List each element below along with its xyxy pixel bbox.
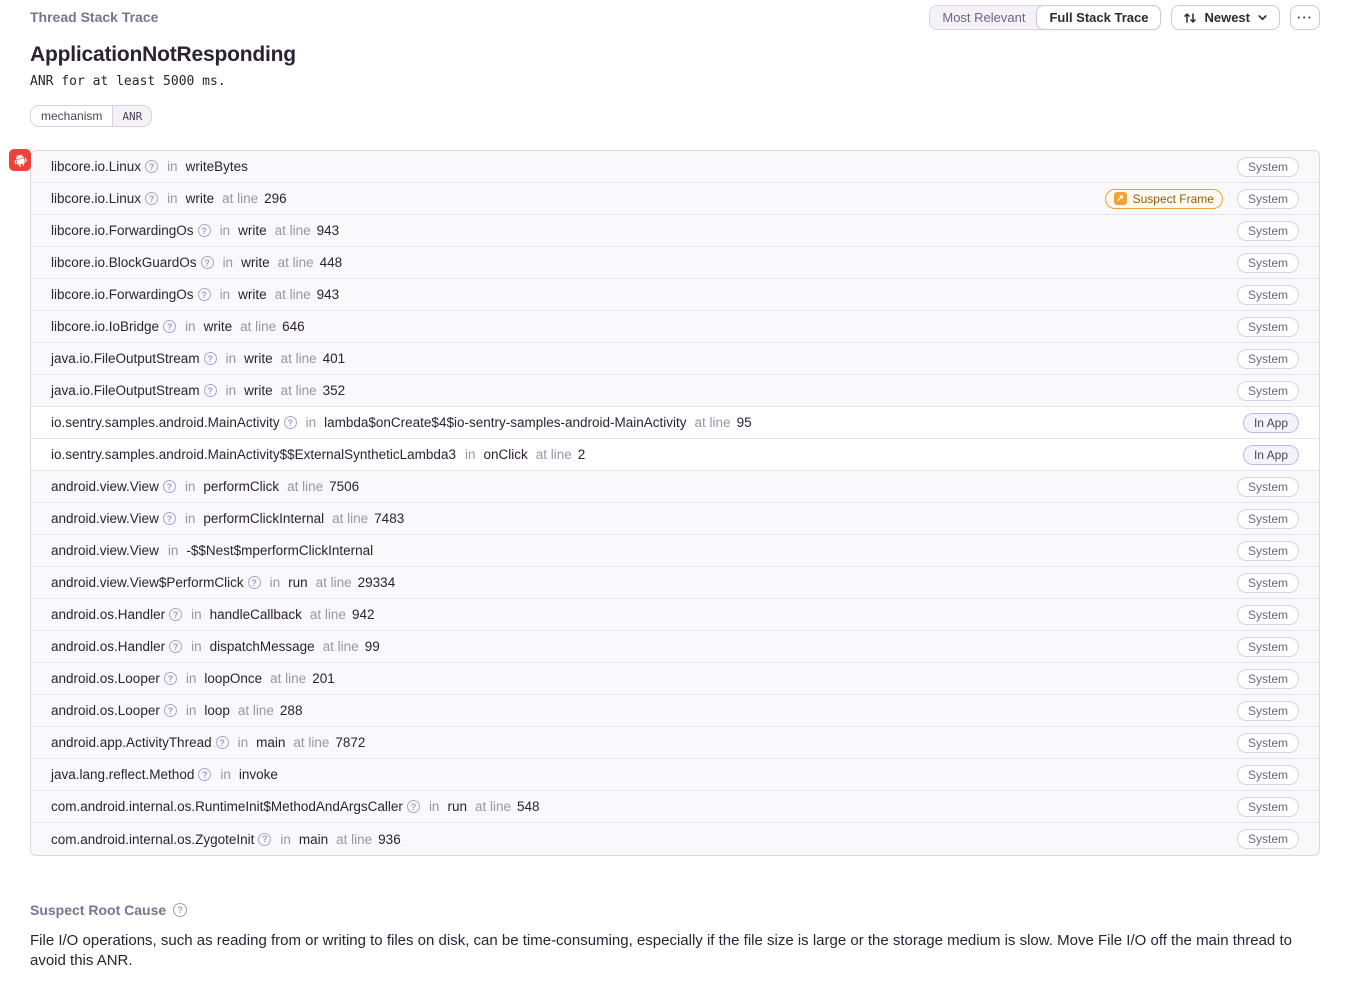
android-platform-icon [9, 149, 31, 171]
frame-line-number: 936 [378, 831, 401, 847]
mechanism-tag[interactable] [30, 105, 152, 127]
question-hint-icon[interactable]: ? [198, 224, 211, 237]
frame-line-number: 7483 [374, 511, 405, 526]
system-badge: System [1237, 189, 1299, 209]
stack-frame-row[interactable] [31, 375, 1319, 407]
frame-line-number: 29334 [357, 575, 396, 590]
question-hint-icon[interactable]: ? [258, 833, 271, 846]
frame-function: onClick [483, 447, 528, 462]
sort-arrows-icon [1183, 12, 1197, 24]
frame-module: com.android.internal.os.ZygoteInit [51, 831, 255, 847]
system-badge: System [1237, 829, 1299, 849]
frame-line-number: 646 [282, 319, 305, 334]
tag-value: ANR [112, 106, 151, 126]
system-badge: System [1237, 605, 1299, 625]
in-label: in [167, 543, 179, 558]
frame-function: loopOnce [204, 671, 263, 686]
question-hint-icon[interactable]: ? [164, 672, 177, 685]
question-hint-icon[interactable]: ? [173, 903, 187, 917]
system-badge: System [1237, 477, 1299, 497]
frame-line-number: 943 [316, 223, 340, 238]
frame-function: loop [204, 703, 230, 718]
stack-frame-row[interactable] [31, 471, 1319, 503]
frame-module: java.io.FileOutputStream [51, 383, 200, 398]
frame-module: android.os.Handler [51, 607, 166, 622]
frame-function: write [238, 287, 267, 302]
at-line-label: at line [694, 415, 731, 430]
frame-function: handleCallback [209, 607, 302, 622]
frame-module: libcore.io.Linux [51, 159, 142, 174]
system-badge: System [1237, 317, 1299, 337]
frame-line-number: 2 [577, 447, 586, 462]
system-badge: System [1237, 157, 1299, 177]
frame-line-number: 95 [736, 415, 752, 430]
frame-module: io.sentry.samples.android.MainActivity [51, 415, 280, 430]
system-badge: System [1237, 765, 1299, 785]
section-title: Thread Stack Trace [30, 9, 159, 25]
root-cause-title-row [30, 902, 1320, 918]
in-label: in [167, 191, 178, 206]
frame-module: libcore.io.IoBridge [51, 319, 160, 334]
at-line-label: at line [322, 639, 359, 654]
in-label: in [222, 255, 234, 270]
frame-function: writeBytes [185, 159, 248, 174]
question-hint-icon[interactable]: ? [164, 704, 177, 717]
at-line-label: at line [270, 671, 307, 686]
frame-module: android.view.View$PerformClick [51, 575, 244, 590]
system-badge: System [1237, 253, 1299, 273]
system-badge: System [1237, 733, 1299, 753]
stack-frame-row[interactable] [31, 343, 1319, 375]
at-line-label: at line [222, 191, 259, 206]
at-line-label: at line [474, 799, 511, 814]
system-badge: System [1237, 541, 1299, 561]
frame-module: com.android.internal.os.RuntimeInit$MethodAndArgsCaller [51, 799, 403, 814]
at-line-label: at line [280, 383, 317, 398]
frame-module: android.view.View [51, 543, 159, 558]
question-hint-icon[interactable]: ? [145, 192, 158, 205]
frame-function: invoke [238, 767, 278, 782]
frame-line-number: 201 [312, 671, 335, 686]
frame-function: write [244, 383, 273, 398]
root-cause-description: File I/O operations, such as reading from or writing to files on disk, can be time-consuming, especially if the file size is large or the storage medium is slow. Move File I/O off the main thread to avoid this ANR. [30, 932, 1292, 969]
chevron-down-icon [1257, 12, 1268, 23]
at-line-label: at line [287, 479, 324, 494]
stack-frame-row[interactable] [31, 407, 1319, 439]
frame-function: performClickInternal [203, 511, 325, 526]
question-hint-icon[interactable]: ? [216, 736, 229, 749]
frame-function: run [288, 575, 308, 590]
system-badge: System [1237, 573, 1299, 593]
stack-frame-row[interactable] [31, 823, 1319, 855]
in-label: in [280, 831, 291, 847]
question-hint-icon[interactable]: ? [204, 384, 217, 397]
ellipsis-icon: ··· [1297, 10, 1313, 25]
frame-function: -$$Nest$mperformClickInternal [186, 543, 374, 558]
tag-key: mechanism [31, 106, 112, 126]
question-hint-icon[interactable]: ? [163, 480, 176, 493]
frame-module: java.lang.reflect.Method [51, 767, 195, 782]
in-label: in [225, 383, 237, 398]
frame-function: write [185, 191, 215, 206]
frame-function: write [238, 223, 267, 238]
stack-frame-row[interactable] [31, 247, 1319, 279]
system-badge: System [1237, 669, 1299, 689]
frame-line-number: 352 [322, 383, 346, 398]
frame-line-number: 99 [364, 639, 380, 654]
root-cause-title: Suspect Root Cause [30, 902, 167, 918]
frame-function: lambda$onCreate$4$io-sentry-samples-android-MainActivity [324, 415, 687, 430]
system-badge: System [1237, 509, 1299, 529]
frame-function: main [298, 831, 329, 847]
in-label: in [191, 639, 202, 654]
view-toggle [929, 5, 1161, 30]
sort-newest-button[interactable] [1171, 5, 1280, 30]
system-badge: System [1237, 637, 1299, 657]
frame-module: libcore.io.ForwardingOs [51, 223, 194, 238]
frame-function: main [256, 735, 286, 750]
in-app-badge: In App [1243, 413, 1299, 433]
stack-frame-row[interactable] [31, 503, 1319, 535]
stack-frame-row[interactable] [31, 439, 1319, 471]
panel-header [30, 5, 1320, 30]
frame-line-number: 942 [351, 607, 375, 622]
frame-line-number: 548 [517, 799, 540, 814]
stack-frame-row[interactable] [31, 695, 1319, 727]
frame-module: io.sentry.samples.android.MainActivity$$ExternalSyntheticLambda3 [51, 447, 456, 462]
toggle-most-relevant[interactable]: Most Relevant [942, 10, 1026, 25]
toggle-full-stack-trace[interactable]: Full Stack Trace [1036, 5, 1161, 30]
question-hint-icon[interactable]: ? [201, 256, 214, 269]
question-hint-icon[interactable]: ? [407, 800, 420, 813]
at-line-label: at line [535, 447, 572, 462]
in-label: in [428, 799, 440, 814]
frame-module: libcore.io.ForwardingOs [51, 287, 194, 302]
in-label: in [167, 159, 178, 174]
stack-trace-toolbar [929, 5, 1320, 30]
stack-frame-row[interactable] [31, 311, 1319, 343]
frame-line-number: 288 [279, 703, 303, 718]
in-label: in [225, 351, 237, 366]
question-hint-icon[interactable]: ? [163, 320, 176, 333]
question-hint-icon[interactable]: ? [163, 512, 176, 525]
stack-frame-row[interactable] [31, 535, 1319, 567]
frame-function: write [241, 255, 270, 270]
question-hint-icon[interactable]: ? [204, 352, 217, 365]
at-line-label: at line [336, 831, 373, 847]
frame-line-number: 296 [264, 191, 287, 206]
in-label: in [219, 287, 231, 302]
frame-line-number: 7506 [329, 479, 360, 494]
external-link-icon: ↗ [1114, 192, 1127, 205]
frame-module: android.os.Looper [51, 671, 160, 686]
frame-module: android.os.Handler [51, 639, 166, 654]
frame-function: write [203, 319, 233, 334]
suspect-root-cause-section [30, 902, 1320, 971]
in-label: in [305, 415, 317, 430]
stack-frame-row[interactable] [31, 279, 1319, 311]
question-hint-icon[interactable]: ? [169, 640, 182, 653]
frame-module: android.view.View [51, 479, 159, 494]
stack-trace-list [30, 150, 1320, 856]
system-badge: System [1237, 797, 1299, 817]
at-line-label: at line [315, 575, 352, 590]
frame-module: android.os.Looper [51, 703, 160, 718]
in-label: in [185, 319, 196, 334]
frame-module: libcore.io.Linux [51, 191, 142, 206]
at-line-label: at line [309, 607, 346, 622]
in-label: in [237, 735, 249, 750]
frame-line-number: 7872 [335, 735, 366, 750]
frame-line-number: 401 [322, 351, 346, 366]
frame-function: write [244, 351, 273, 366]
in-label: in [191, 607, 202, 622]
question-hint-icon[interactable]: ? [284, 416, 297, 429]
in-label: in [464, 447, 476, 462]
in-label: in [184, 511, 196, 526]
frame-function: performClick [203, 479, 280, 494]
system-badge: System [1237, 349, 1299, 369]
suspect-frame-label: Suspect Frame [1132, 191, 1214, 206]
frame-module: android.app.ActivityThread [51, 735, 212, 750]
sort-label: Newest [1204, 10, 1250, 25]
at-line-label: at line [274, 223, 311, 238]
at-line-label: at line [240, 319, 277, 334]
at-line-label: at line [332, 511, 369, 526]
at-line-label: at line [293, 735, 330, 750]
stack-frame-row[interactable] [31, 663, 1319, 695]
stack-frame-row[interactable] [31, 759, 1319, 791]
question-hint-icon[interactable]: ? [169, 608, 182, 621]
more-options-button[interactable] [1290, 5, 1320, 30]
system-badge: System [1237, 381, 1299, 401]
suspect-frame-badge[interactable] [1105, 189, 1223, 209]
in-label: in [269, 575, 281, 590]
stack-frame-row[interactable] [31, 183, 1319, 215]
question-hint-icon[interactable]: ? [145, 160, 158, 173]
system-badge: System [1237, 221, 1299, 241]
stack-frame-row[interactable] [31, 151, 1319, 183]
stack-frame-row[interactable] [31, 727, 1319, 759]
question-hint-icon[interactable]: ? [198, 288, 211, 301]
stack-frame-row[interactable] [31, 599, 1319, 631]
frame-module: java.io.FileOutputStream [51, 351, 200, 366]
at-line-label: at line [280, 351, 317, 366]
stack-frame-row[interactable] [31, 631, 1319, 663]
in-label: in [184, 479, 196, 494]
frame-function: dispatchMessage [209, 639, 315, 654]
in-label: in [220, 767, 231, 782]
in-label: in [219, 223, 231, 238]
stack-frame-row[interactable] [31, 567, 1319, 599]
frame-line-number: 943 [316, 287, 340, 302]
system-badge: System [1237, 285, 1299, 305]
system-badge: System [1237, 701, 1299, 721]
frame-module: android.view.View [51, 511, 159, 526]
at-line-label: at line [237, 703, 274, 718]
at-line-label: at line [277, 255, 314, 270]
frame-module: libcore.io.BlockGuardOs [51, 255, 197, 270]
in-app-badge: In App [1243, 445, 1299, 465]
question-hint-icon[interactable]: ? [248, 576, 261, 589]
question-hint-icon[interactable]: ? [198, 768, 211, 781]
in-label: in [185, 703, 197, 718]
error-subtitle: ANR for at least 5000 ms. [30, 74, 226, 89]
at-line-label: at line [274, 287, 311, 302]
error-title: ApplicationNotResponding [30, 43, 296, 66]
stack-frame-row[interactable] [31, 791, 1319, 823]
in-label: in [185, 671, 197, 686]
frame-function: run [447, 799, 467, 814]
frame-line-number: 448 [319, 255, 343, 270]
stack-frame-row[interactable] [31, 215, 1319, 247]
